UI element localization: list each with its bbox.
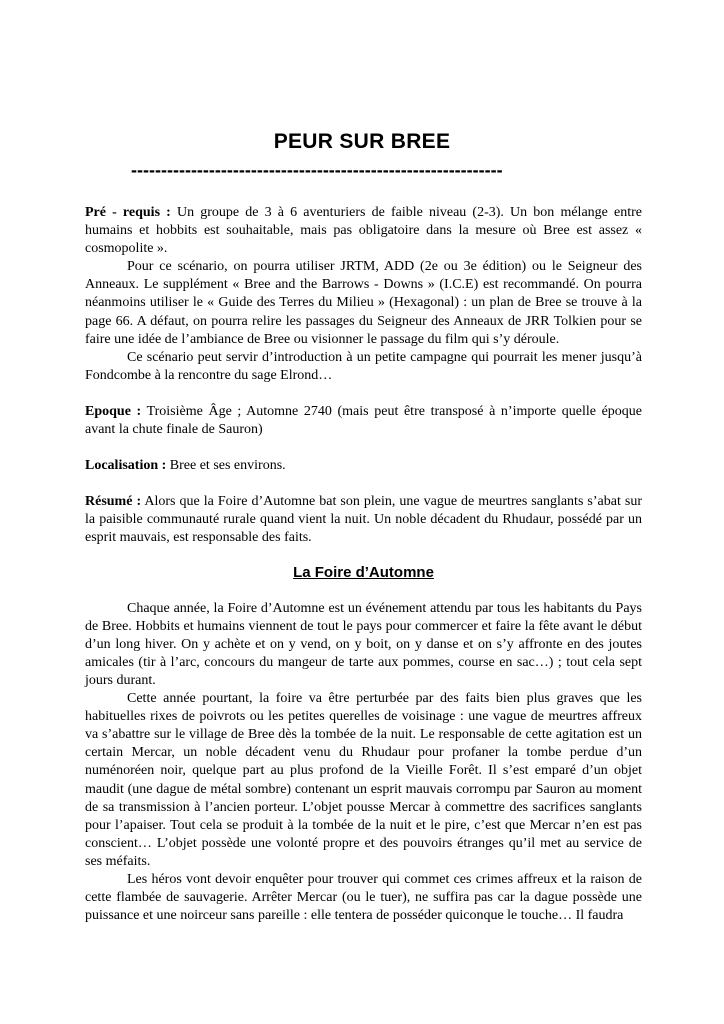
resume-paragraph [85, 493, 642, 547]
spacer [85, 385, 642, 403]
epoque-paragraph [85, 403, 642, 439]
epoque-text: Troisième Âge ; Automne 2740 (mais peut être transposé à n’importe quelle époque avant la chute finale de Sauron) [85, 403, 642, 438]
title-underline: -------------------------------------------------------------- [131, 160, 503, 180]
foire-paragraph-1: Chaque année, la Foire d’Automne est un événement attendu par tous les habitants du Pays de Bree. Hobbits et humains viennent de tout le pays pour commercer et faire la fête avant le début d’un long hiver. On y achète et on y vend, on y boit, on y danse et on s’y affronte en des joutes amicales (tir à l’arc, concours du mangeur de tarte aux pommes, course en sac…) ; tout cela sept jours durant. [85, 600, 642, 688]
prerequis-label: Pré - requis : [85, 205, 171, 220]
resume-text: Alors que la Foire d’Automne bat son plein, une vague de meurtres sanglants s’abat sur la paisible communauté rurale quand vient la nuit. Un noble décadent du Rhudaur, possédé par un esprit mauvais, est responsable des faits. [85, 494, 642, 546]
prerequis-text: Un groupe de 3 à 6 aventuriers de faible niveau (2-3). Un bon mélange entre humains et hobbits est souhaitable, mais pas obligatoire dans la mesure où Bree est assez « cosmopolite ». [85, 205, 642, 257]
foire-paragraph-2: Cette année pourtant, la foire va être perturbée par des faits bien plus graves que les habituelles rixes de poivrots ou les petites querelles de voisinage : une vague de meurtres affreux va s’abattre sur le village de Bree dès la tombée de la nuit. Le responsable de cette agitation est un certain Mercar, un noble décadent venu du Rhudaur pour profaner la tombe perdue d’un numénoréen noir, quelque part au plus profond de la Vieille Forêt. Il s’est emparé d’un objet maudit (une dague de métal sombre) contenant un esprit mauvais corrompu par Sauron au moment de sa transmission à l’ancien porteur. L’objet pousse Mercar à commettre des sacrifices sanglants pour l’apaiser. Tout cela se produit à la tombée de la nuit et le pire, c’est que Mercar n’en est pas conscient… L’objet possède une volonté propre et des pouvoirs étranges qu’il met au service de ses méfaits. [85, 691, 642, 869]
localisation-text: Bree et ses environs. [166, 458, 286, 474]
spacer [85, 475, 642, 493]
section-heading: La Foire d’Automne [293, 563, 434, 581]
epoque-label: Epoque : [85, 403, 142, 419]
document-body [85, 204, 642, 925]
page-title: PEUR SUR BREE [273, 130, 451, 153]
intro-paragraph: Ce scénario peut servir d’introduction à un petite campagne qui pourrait les mener jusqu’à Fondcombe à la rencontre du sage Elrond… [85, 349, 642, 383]
localisation-label: Localisation : [85, 458, 167, 474]
scenario-paragraph: Pour ce scénario, on pourra utiliser JRTM, ADD (2e ou 3e édition) ou le Seigneur des Anneaux. Le supplément « Bree and the Barrows - Downs » (I.C.E) est recommandé. On pourra néanmoins utiliser le « Guide des Terres du Milieu » (Hexagonal) : un plan de Bree se trouve à la page 66. A défaut, on pourra relire les passages du Seigneur des Anneaux de JRR Tolkien pour se faire une idée de l’ambiance de Bree ou visionner le passage du film qui s’y déroule. [85, 259, 642, 347]
resume-label: Résumé : [85, 494, 142, 510]
localisation-paragraph [85, 457, 642, 475]
spacer [85, 439, 642, 457]
foire-paragraph-3: Les héros vont devoir enquêter pour trouver qui commet ces crimes affreux et la raison de cette flambée de sauvagerie. Arrêter Mercar (ou le tuer), ne suffira pas car la dague possède une puissance et une noirceur sans pareille : elle tentera de posséder quiconque le touche… Il faudra [85, 872, 642, 924]
prerequis-paragraph [85, 204, 642, 258]
